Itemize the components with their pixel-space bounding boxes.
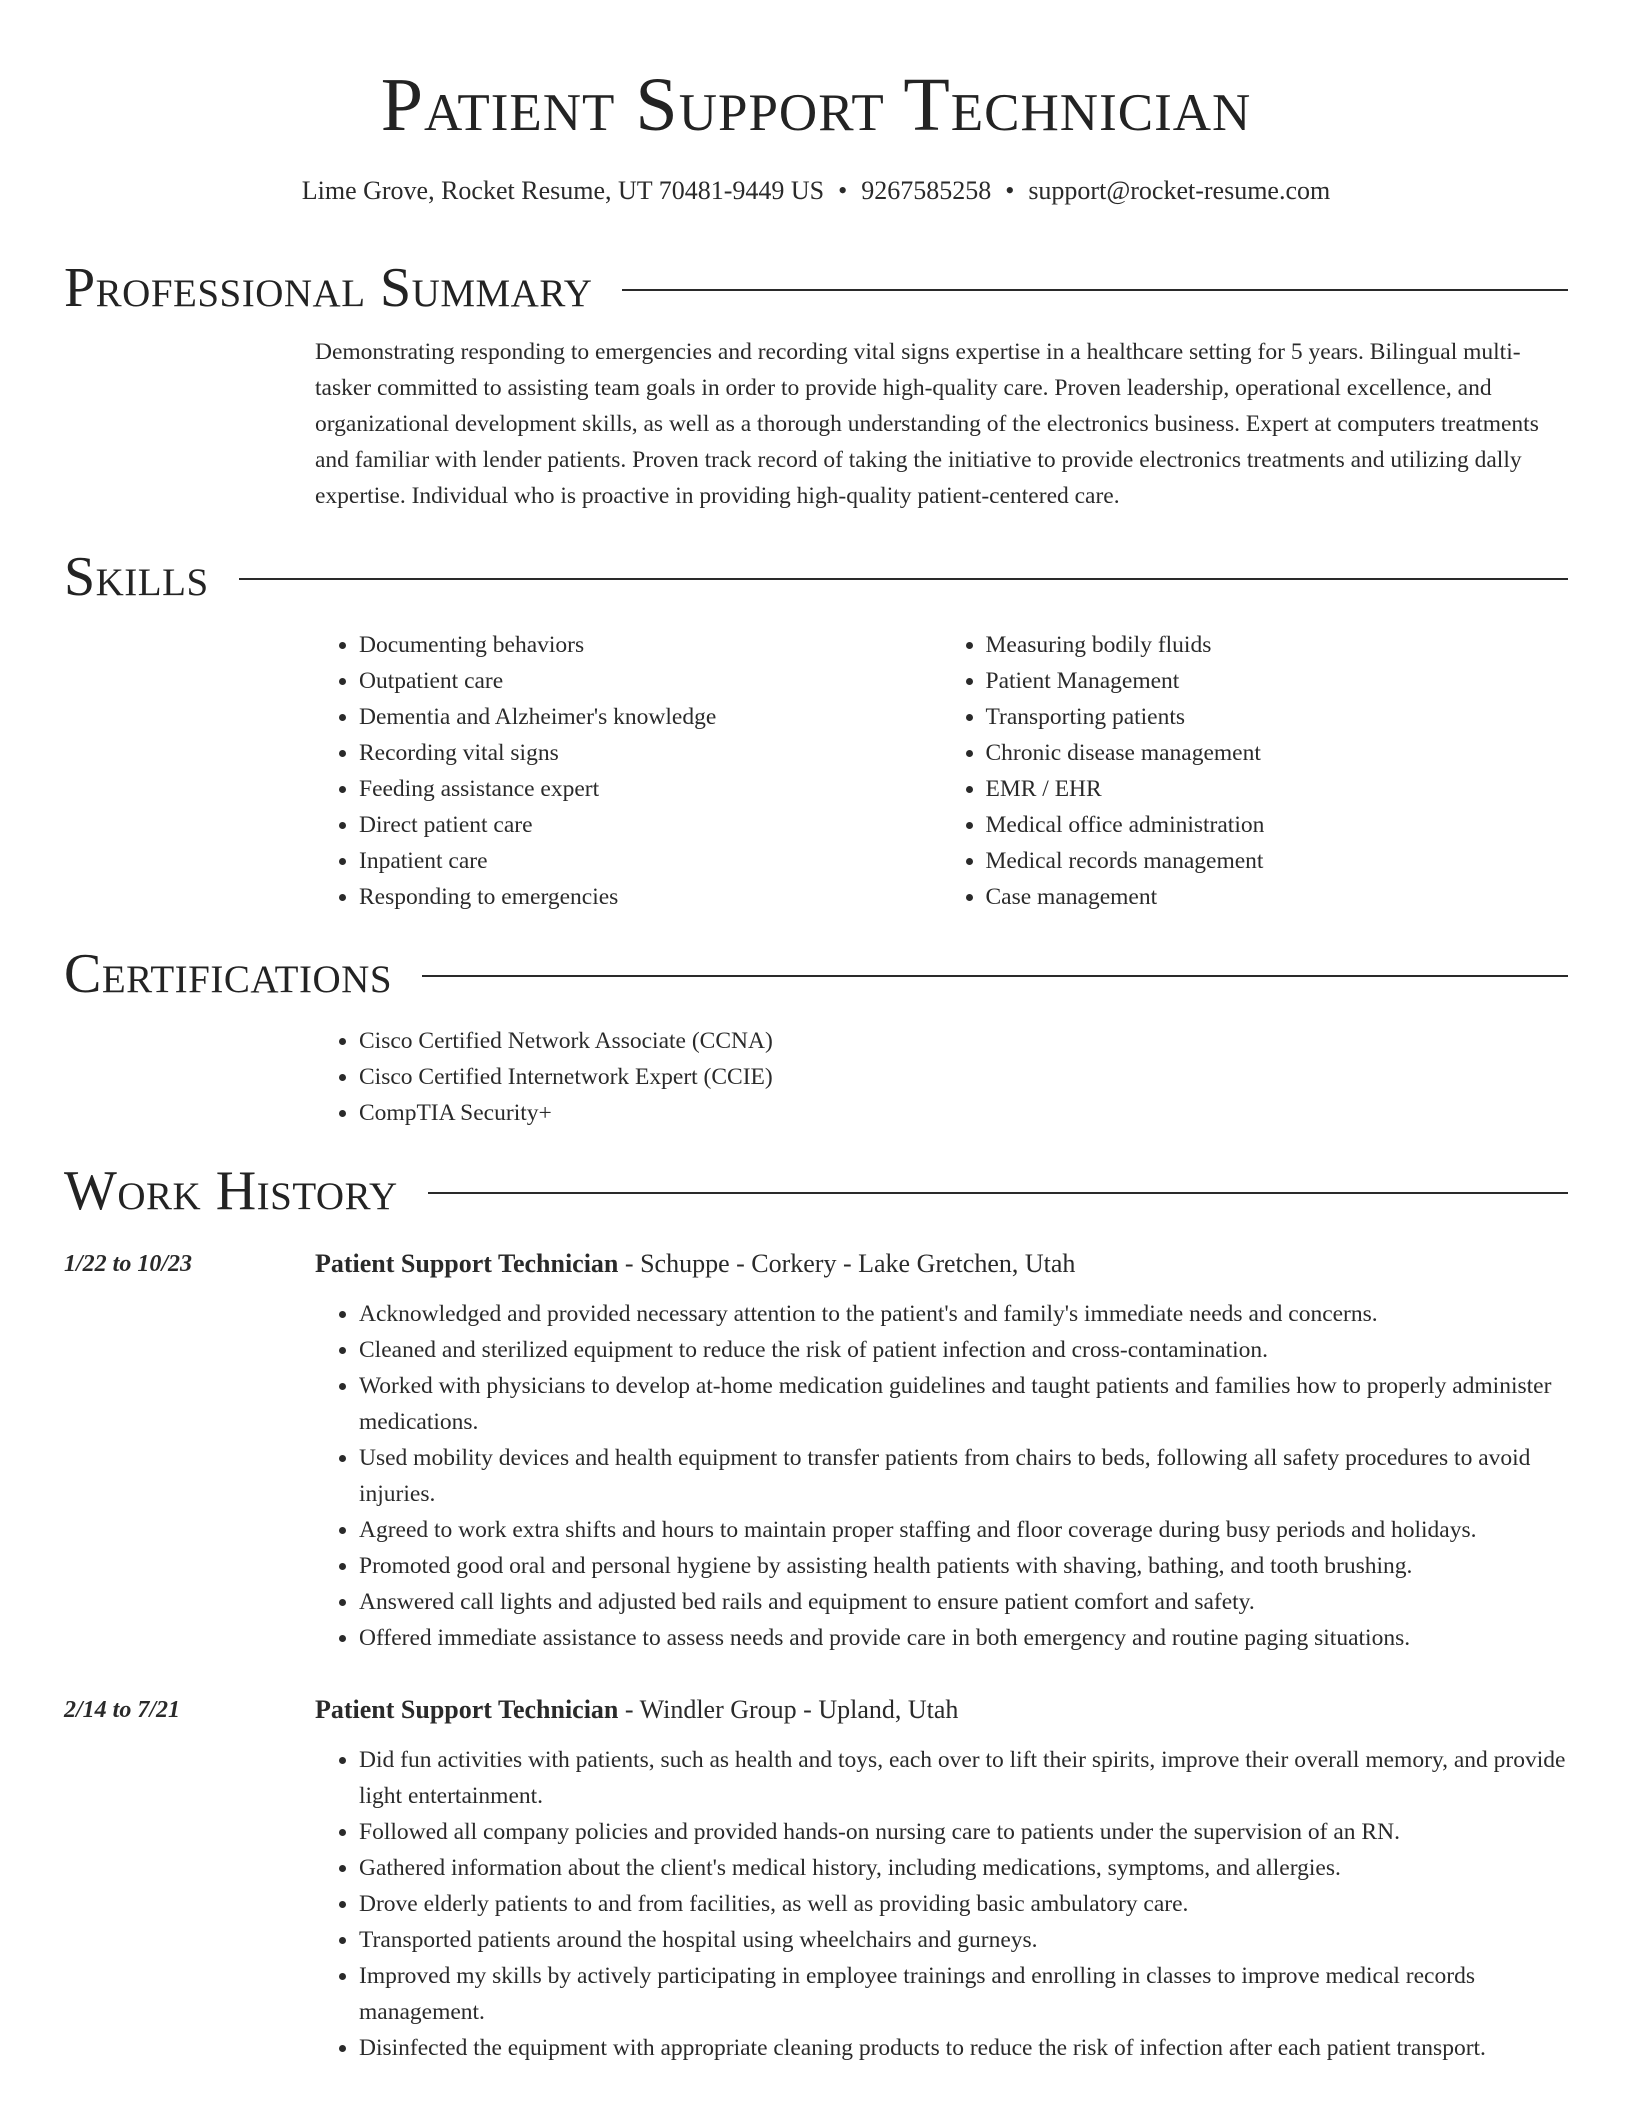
skill-item: • Direct patient care: [359, 807, 942, 843]
skills-columns: [315, 627, 1568, 915]
job-employer: - Schuppe - Corkery - Lake Gretchen, Utah: [618, 1249, 1076, 1278]
contact-phone: 9267585258: [861, 176, 992, 205]
section-divider: [422, 975, 1568, 977]
skill-item: • Patient Management: [986, 663, 1569, 699]
job-title-line: [315, 1690, 958, 1730]
job-bullet: • Disinfected the equipment with appropriate cleaning products to reduce the risk of infection after each patient transport.: [359, 2030, 1568, 2066]
job-bullet: • Did fun activities with patients, such as health and toys, each over to lift their spirits, improve their overall memory, and provide light entertainment.: [359, 1742, 1568, 1814]
job-bullet: • Improved my skills by actively participating in employee trainings and enrolling in classes to improve medical records management.: [359, 1958, 1568, 2030]
work-history-section-header: [64, 1159, 1568, 1223]
contact-separator: •: [1005, 176, 1015, 205]
skill-item: • Medical office administration: [986, 807, 1569, 843]
summary-section: [315, 334, 1568, 514]
skills-section-header: [64, 545, 1568, 609]
skill-item: • Feeding assistance expert: [359, 771, 942, 807]
skill-item: • Dementia and Alzheimer's knowledge: [359, 699, 942, 735]
job-bullet: • Drove elderly patients to and from facilities, as well as providing basic ambulatory care.: [359, 1886, 1568, 1922]
job-bullet: • Acknowledged and provided necessary attention to the patient's and family's immediate needs and concerns.: [359, 1296, 1568, 1332]
skill-item: • Inpatient care: [359, 843, 942, 879]
job-bullet: • Answered call lights and adjusted bed rails and equipment to ensure patient comfort and safety.: [359, 1584, 1568, 1620]
certification-item: • Cisco Certified Network Associate (CCNA): [359, 1023, 1568, 1059]
contact-address: Lime Grove, Rocket Resume, UT 70481-9449 US: [301, 176, 825, 205]
summary-heading: Professional Summary: [64, 257, 593, 319]
skill-item: • Outpatient care: [359, 663, 942, 699]
skill-item: • Case management: [986, 879, 1569, 915]
job-bullets: [315, 1742, 1568, 2066]
job-bullet: • Followed all company policies and provided hands-on nursing care to patients under the supervision of an RN.: [359, 1814, 1568, 1850]
job-employer: - Windler Group - Upland, Utah: [618, 1695, 959, 1724]
skill-item: • Measuring bodily fluids: [986, 627, 1569, 663]
skill-item: • Transporting patients: [986, 699, 1569, 735]
summary-text: Demonstrating responding to emergencies and recording vital signs expertise in a healthcare setting for 5 years. Bilingual multi-tasker committed to assisting team goals in order to provide high-quality care. Proven leadership, operational excellence, and organizational development skills, as well as a thorough understanding of the electronics business. Expert at computers treatments and familiar with lender patients. Proven track record of taking the initiative to provide electronics treatments and utilizing dally expertise. Individual who is proactive in providing high-quality patient-centered care.: [315, 339, 1539, 509]
candidate-name: Patient Support Technician: [380, 63, 1252, 147]
skill-item: • Medical records management: [986, 843, 1569, 879]
contact-line: [64, 174, 1568, 208]
job-dates: 2/14 to 7/21: [64, 1697, 181, 1723]
job-bullet: • Promoted good oral and personal hygiene by assisting health patients with shaving, bathing, and tooth brushing.: [359, 1548, 1568, 1584]
certifications-list: [315, 1023, 1568, 1131]
certifications-section: [315, 1023, 1568, 1131]
skills-section: [315, 627, 1568, 915]
section-divider: [428, 1192, 1568, 1194]
job-bullets: [315, 1296, 1568, 1656]
skill-item: • Documenting behaviors: [359, 627, 942, 663]
certification-item: • CompTIA Security+: [359, 1095, 1568, 1131]
summary-section-header: [64, 256, 1568, 320]
job-title-line: [315, 1244, 1075, 1284]
job-dates: 1/22 to 10/23: [64, 1251, 193, 1277]
skills-list-right: [942, 627, 1569, 915]
contact-email: support@rocket-resume.com: [1028, 176, 1331, 205]
skill-item: • Responding to emergencies: [359, 879, 942, 915]
skills-heading: Skills: [64, 546, 209, 608]
skills-list-left: [315, 627, 942, 915]
job-bullet: • Gathered information about the client's medical history, including medications, symptoms, and allergies.: [359, 1850, 1568, 1886]
job-bullet: • Transported patients around the hospital using wheelchairs and gurneys.: [359, 1922, 1568, 1958]
section-divider: [239, 578, 1568, 580]
certification-item: • Cisco Certified Internetwork Expert (CCIE): [359, 1059, 1568, 1095]
job-bullet: • Worked with physicians to develop at-home medication guidelines and taught patients and families how to properly administer medications.: [359, 1368, 1568, 1440]
section-divider: [622, 289, 1568, 291]
skill-item: • Chronic disease management: [986, 735, 1569, 771]
job-role: Patient Support Technician: [315, 1249, 619, 1278]
contact-separator: •: [838, 176, 848, 205]
job-role: Patient Support Technician: [315, 1695, 619, 1724]
skill-item: • EMR / EHR: [986, 771, 1569, 807]
work-history-heading: Work History: [64, 1160, 398, 1222]
job-bullet: • Cleaned and sterilized equipment to reduce the risk of patient infection and cross-contamination.: [359, 1332, 1568, 1368]
job-bullet: • Used mobility devices and health equipment to transfer patients from chairs to beds, following all safety procedures to avoid injuries.: [359, 1440, 1568, 1512]
job-bullet: • Agreed to work extra shifts and hours to maintain proper staffing and floor coverage during busy periods and holidays.: [359, 1512, 1568, 1548]
certifications-section-header: [64, 942, 1568, 1006]
skill-item: • Recording vital signs: [359, 735, 942, 771]
job-bullet: • Offered immediate assistance to assess needs and provide care in both emergency and routine paging situations.: [359, 1620, 1568, 1656]
certifications-heading: Certifications: [64, 943, 393, 1005]
